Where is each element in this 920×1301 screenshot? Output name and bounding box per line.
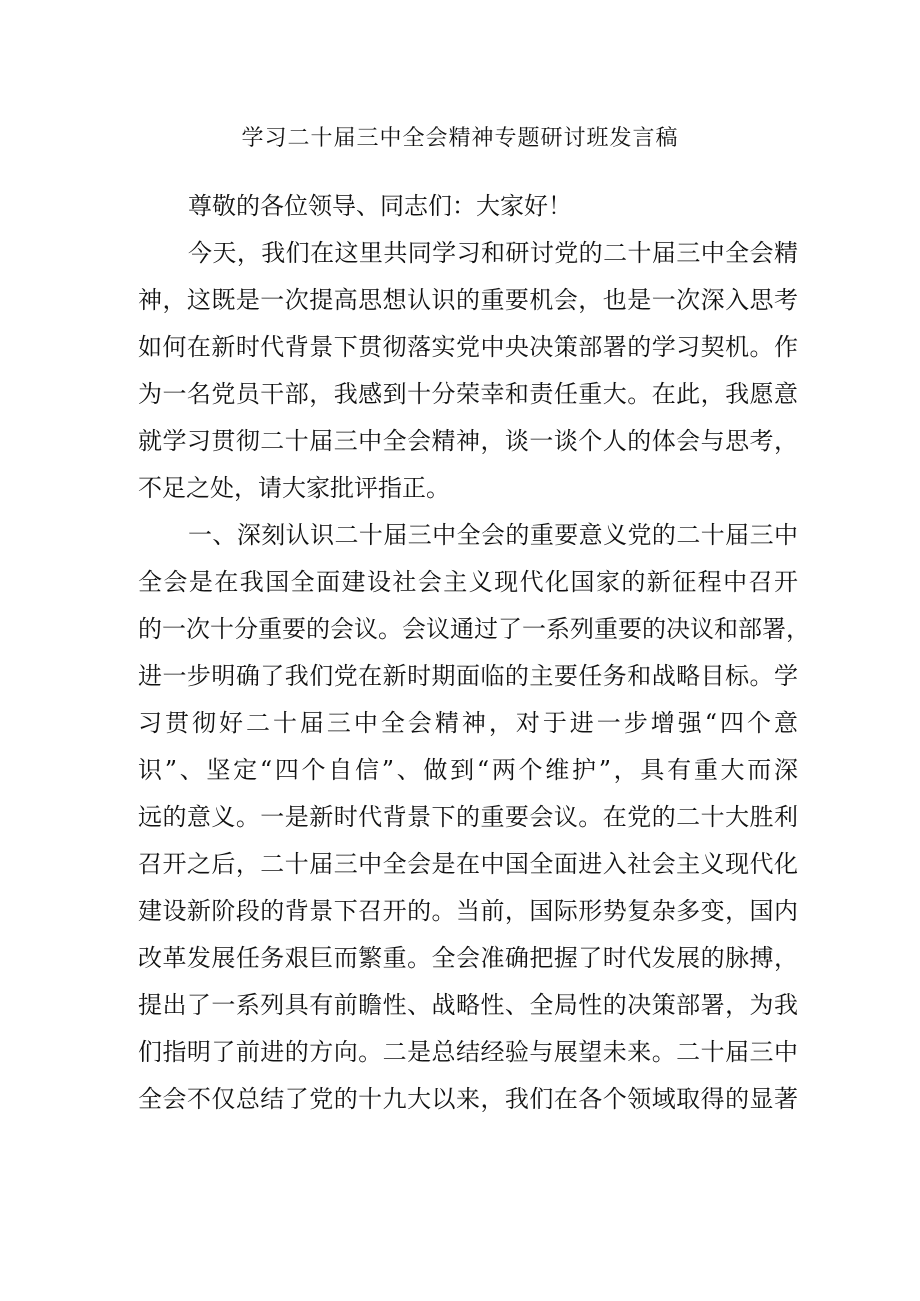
paragraph-line: 们指明了前进的方向。二是总结经验与展望未来。二十届三中 [138,1038,798,1066]
paragraph-line: 就学习贯彻二十届三中全会精神，谈一谈个人的体会与思考， [138,427,798,455]
paragraph-line: 一、深刻认识二十届三中全会的重要意义党的二十届三中 [188,521,798,549]
paragraph-line: 为一名党员干部，我感到十分荣幸和责任重大。在此，我愿意 [138,380,798,408]
paragraph-line: 进一步明确了我们党在新时期面临的主要任务和战略目标。学 [138,662,798,690]
paragraph-line: 不足之处，请大家批评指正。 [138,474,450,502]
paragraph-line: 建设新阶段的背景下召开的。当前，国际形势复杂多变，国内 [138,897,798,925]
paragraph-line: 全会是在我国全面建设社会主义现代化国家的新征程中召开 [138,568,798,596]
paragraph-line: 习贯彻好二十届三中全会精神，对于进一步增强“四个意 [138,709,798,737]
paragraph-line: 识”、坚定“四个自信”、做到“两个维护”，具有重大而深 [138,756,798,784]
paragraph-line: 神，这既是一次提高思想认识的重要机会，也是一次深入思考 [138,286,798,314]
document-body [138,183,810,1123]
paragraph-line: 全会不仅总结了党的十九大以来，我们在各个领域取得的显著 [138,1085,798,1113]
paragraph-line: 提出了一系列具有前瞻性、战略性、全局性的决策部署，为我 [138,991,798,1019]
paragraph-line: 的一次十分重要的会议。会议通过了一系列重要的决议和部署， [138,615,810,643]
paragraph-line: 今天，我们在这里共同学习和研讨党的二十届三中全会精 [188,239,798,267]
paragraph-line: 召开之后，二十届三中全会是在中国全面进入社会主义现代化 [138,850,798,878]
paragraph-line: 改革发展任务艰巨而繁重。全会准确把握了时代发展的脉搏， [138,944,798,972]
document-title: 学习二十届三中全会精神专题研讨班发言稿 [241,126,679,151]
greeting-line: 尊敬的各位领导、同志们：大家好！ [188,192,572,220]
paragraph-line: 远的意义。一是新时代背景下的重要会议。在党的二十大胜利 [138,803,798,831]
paragraph-line: 如何在新时代背景下贯彻落实党中央决策部署的学习契机。作 [138,333,798,361]
